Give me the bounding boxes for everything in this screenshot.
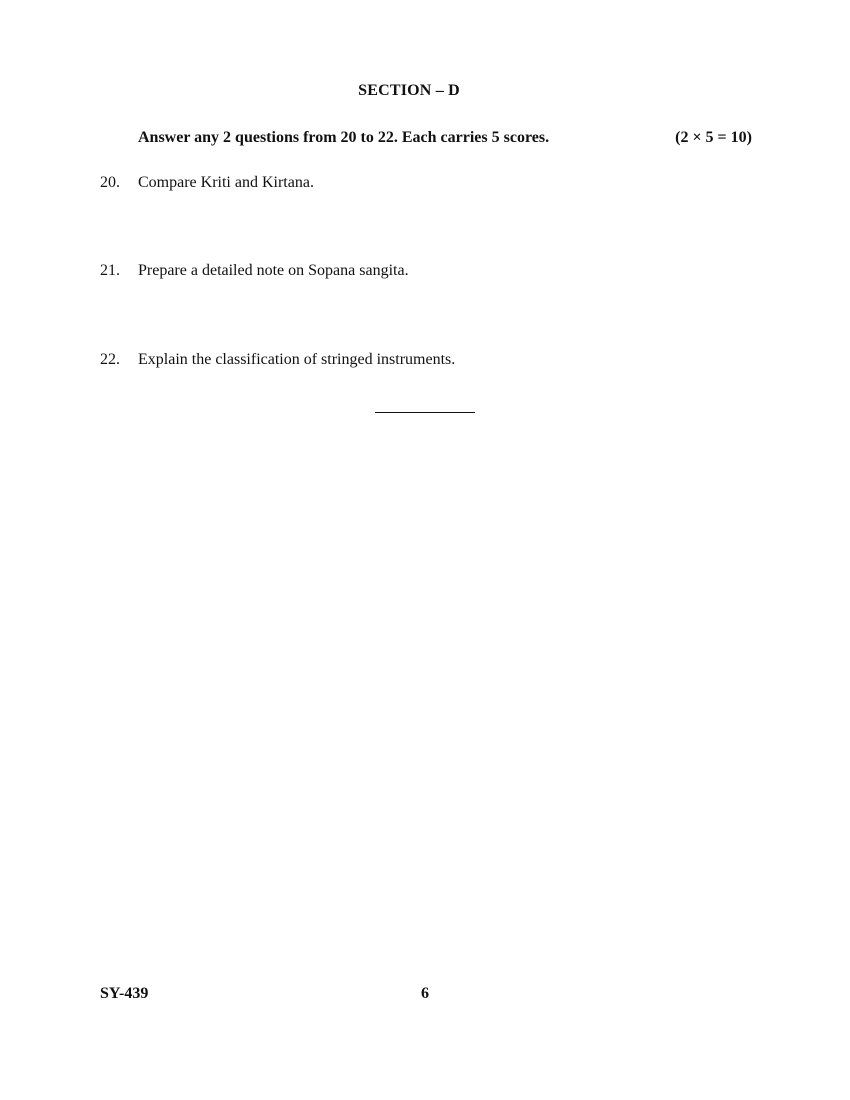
paper-code: SY-439 <box>100 985 149 1002</box>
question-text: Compare Kriti and Kirtana. <box>138 174 314 191</box>
question-item <box>100 262 409 280</box>
marks-allocation: (2 × 5 = 10) <box>675 129 752 146</box>
question-text: Explain the classification of stringed instruments. <box>138 351 456 368</box>
page-number: 6 <box>421 985 429 1002</box>
question-number: 20. <box>100 174 120 191</box>
section-instructions <box>138 129 752 147</box>
question-number: 22. <box>100 351 120 368</box>
question-text: Prepare a detailed note on Sopana sangita. <box>138 262 409 279</box>
section-title: SECTION – D <box>358 82 460 99</box>
question-number: 21. <box>100 262 120 279</box>
end-of-section-rule <box>375 412 475 413</box>
question-item <box>100 174 314 192</box>
instructions-text: Answer any 2 questions from 20 to 22. Each carries 5 scores. <box>138 129 550 146</box>
question-item <box>100 351 455 369</box>
